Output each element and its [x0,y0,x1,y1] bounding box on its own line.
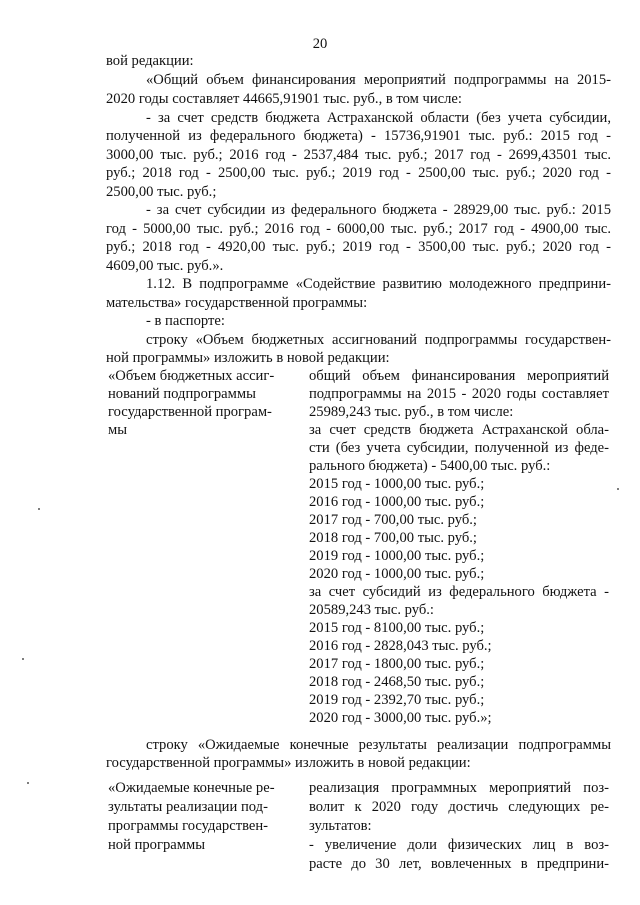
table-right-line: 2015 год - 8100,00 тыс. руб.; [309,620,485,636]
scan-speck [27,782,29,784]
table-right-line: 2018 год - 700,00 тыс. руб.; [309,530,477,546]
scan-speck [617,488,619,490]
table-right-line: подпрограммы на 2015 - 2020 годы составляет [309,386,609,402]
table-right-line: 2015 год - 1000,00 тыс. руб.; [309,476,485,492]
text-line: - за счет средств бюджета Астраханской области (без учета субсидии, [146,110,611,126]
table-right-line: рального бюджета) - 5400,00 тыс. руб.: [309,458,551,474]
table-right-line: 2019 год - 1000,00 тыс. руб.; [309,548,485,564]
text-line: 3000,00 тыс. руб.; 2016 год - 2537,484 тыс. руб.; 2017 год - 2699,43501 тыс. [106,147,611,163]
table-right-line: 2018 год - 2468,50 тыс. руб.; [309,674,485,690]
text-line: 2020 годы составляет 44665,91901 тыс. руб., в том числе: [106,91,462,107]
table-right-line: реализация программных мероприятий поз- [309,780,609,796]
text-line: ной программы» изложить в новой редакции: [106,350,390,366]
text-line: 2500,00 тыс. руб.; [106,184,217,200]
text-line: год - 5000,00 тыс. руб.; 2016 год - 6000,00 тыс. руб.; 2017 год - 4900,00 тыс. [106,221,611,237]
table-right-line: 25989,243 тыс. руб., в том числе: [309,404,514,420]
table-left-line: мы [108,422,128,438]
table-right-line: 2020 год - 3000,00 тыс. руб.»; [309,710,492,726]
table-right-line: 2019 год - 2392,70 тыс. руб.; [309,692,485,708]
text-line: строку «Ожидаемые конечные результаты реализации подпрограммы [146,737,611,753]
page-number: 20 [312,36,328,52]
text-line: руб.; 2018 год - 2500,00 тыс. руб.; 2019 год - 2500,00 тыс. руб.; 2020 год - [106,165,611,181]
table-right-line: - увеличение доли физических лиц в воз- [309,837,609,853]
table-right-line: зультатов: [309,818,372,834]
text-line: строку «Объем бюджетных ассигнований подпрограммы государствен- [146,332,611,348]
text-line: 4609,00 тыс. руб.». [106,258,224,274]
table-right-line: общий объем финансирования мероприятий [309,368,609,384]
table-left-line: «Объем бюджетных ассиг- [108,368,275,384]
table-right-line: 2016 год - 1000,00 тыс. руб.; [309,494,485,510]
table-left-line: зультаты реализации под- [108,799,268,815]
table-left-line: ной программы [108,837,206,853]
table-right-line: сти (без учета субсидии, полученной из феде- [309,440,609,456]
scan-speck [38,508,40,510]
text-line: государственной программы» изложить в новой редакции: [106,755,471,771]
table-right-line: расте до 30 лет, вовлеченных в предприни- [309,856,609,872]
text-line: «Общий объем финансирования мероприятий подпрограммы на 2015- [146,72,611,88]
text-line: - в паспорте: [146,313,225,329]
text-line: мательства» государственной программы: [106,295,368,311]
text-line: - за счет субсидии из федерального бюджета - 28929,00 тыс. руб.: 2015 [146,202,611,218]
table-left-line: «Ожидаемые конечные ре- [108,780,275,796]
table-left-line: государственной програм- [108,404,272,420]
text-line: 1.12. В подпрограмме «Содействие развитию молодежного предприни- [146,276,611,292]
table-right-line: 2020 год - 1000,00 тыс. руб.; [309,566,485,582]
table-right-line: 2016 год - 2828,043 тыс. руб.; [309,638,492,654]
table-left-line: программы государствен- [108,818,269,834]
text-line: вой редакции: [106,53,194,69]
table-right-line: 2017 год - 1800,00 тыс. руб.; [309,656,485,672]
table-right-line: за счет средств бюджета Астраханской обла- [309,422,609,438]
text-line: полученной из федерального бюджета) - 15736,91901 тыс. руб.: 2015 год - [106,128,611,144]
scan-speck [22,658,24,660]
table-left-line: нований подпрограммы [108,386,256,402]
table-right-line: 20589,243 тыс. руб.: [309,602,434,618]
text-line: руб.; 2018 год - 4920,00 тыс. руб.; 2019 год - 3500,00 тыс. руб.; 2020 год - [106,239,611,255]
table-right-line: волит к 2020 году достичь следующих ре- [309,799,609,815]
table-right-line: за счет субсидий из федерального бюджета - [309,584,609,600]
table-right-line: 2017 год - 700,00 тыс. руб.; [309,512,477,528]
